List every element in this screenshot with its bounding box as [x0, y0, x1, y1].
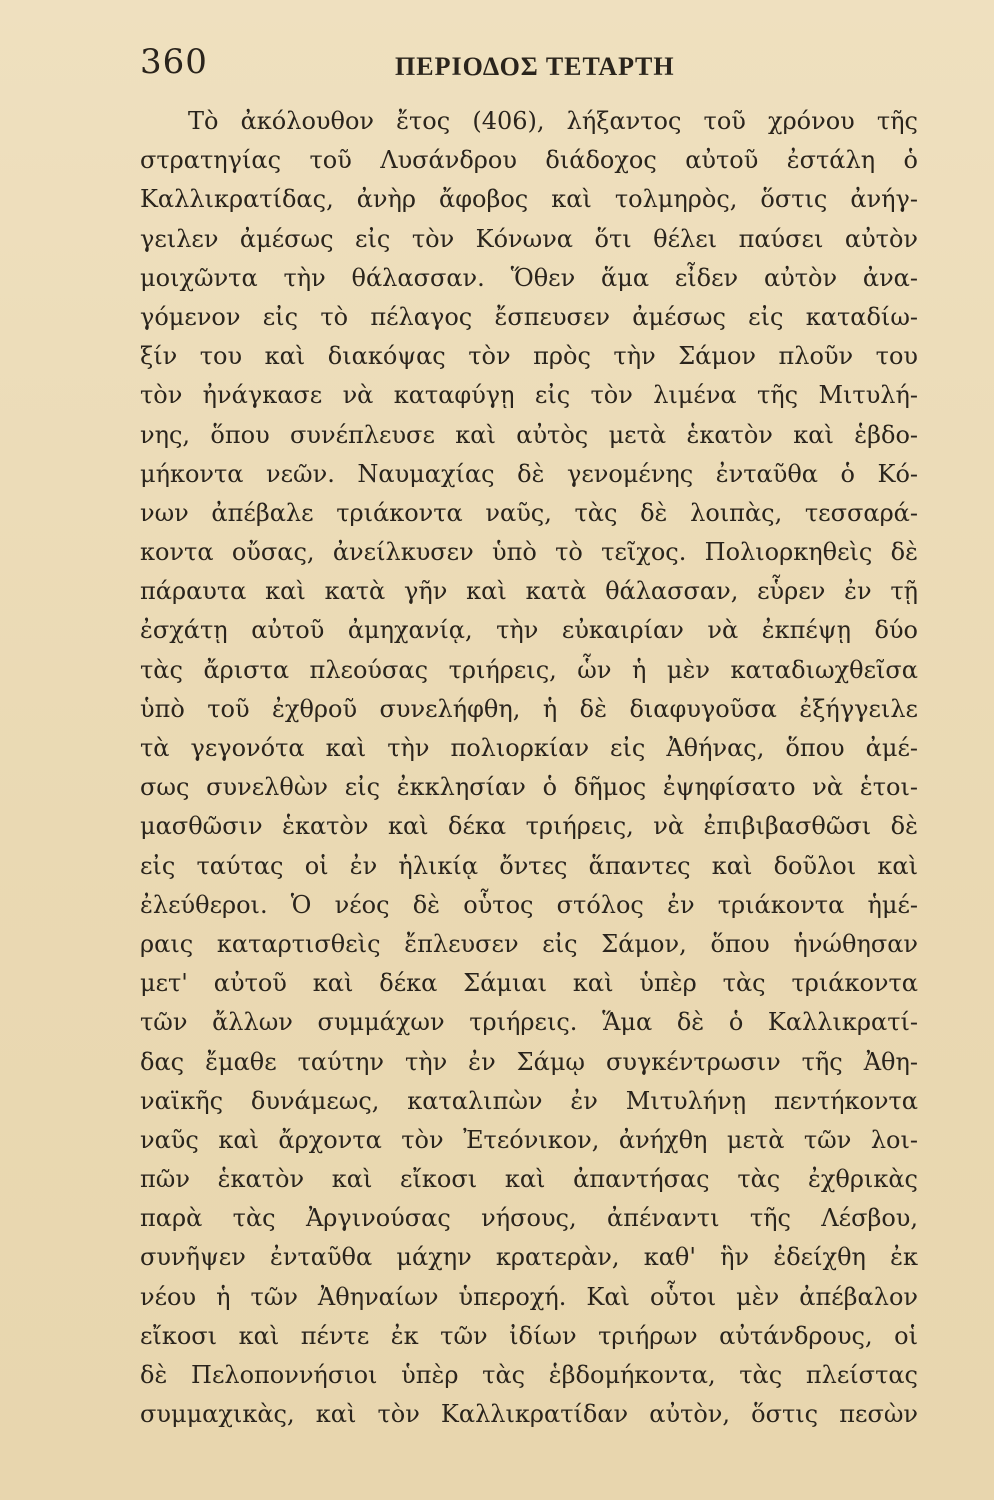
text-line: μοιχῶντα τὴν θάλασσαν. Ὅθεν ἅμα εἶδεν αὐτὸν ἀνα-: [140, 263, 918, 292]
text-line: γόμενον εἰς τὸ πέλαγος ἔσπευσεν ἀμέσως εἰς καταδίω-: [140, 302, 918, 331]
text-line: γειλεν ἀμέσως εἰς τὸν Κόνωνα ὅτι θέλει παύσει αὐτὸν: [140, 224, 918, 253]
text-line: μασθῶσιν ἑκατὸν καὶ δέκα τριήρεις, νὰ ἐπιβιβασθῶσι δὲ: [140, 812, 918, 841]
text-line: μετ' αὐτοῦ καὶ δέκα Σάμιαι καὶ ὑπὲρ τὰς τριάκοντα: [140, 969, 918, 998]
text-line: ναῦς καὶ ἄρχοντα τὸν Ἐτεόνικον, ἀνήχθη μετὰ τῶν λοι-: [140, 1125, 918, 1154]
text-line: δὲ Πελοποννήσιοι ὑπὲρ τὰς ἑβδομήκοντα, τὰς πλείστας: [140, 1361, 918, 1389]
text-line: συνῆψεν ἐνταῦθα μάχην κρατερὰν, καθ' ἣν ἐδείχθη ἐκ: [140, 1243, 918, 1272]
text-line: τὰ γεγονότα καὶ τὴν πολιορκίαν εἰς Ἀθήνας, ὅπου ἀμέ-: [140, 734, 918, 762]
text-line: ὑπὸ τοῦ ἐχθροῦ συνελήφθη, ἡ δὲ διαφυγοῦσα ἐξήγγειλε: [140, 694, 918, 723]
text-line: ἐσχάτῃ αὐτοῦ ἀμηχανίᾳ, τὴν εὐκαιρίαν νὰ ἐκπέψῃ δύο: [140, 616, 918, 645]
text-line: ξίν του καὶ διακόψας τὸν πρὸς τὴν Σάμον πλοῦν του: [140, 342, 918, 371]
text-line: νων ἀπέβαλε τριάκοντα ναῦς, τὰς δὲ λοιπὰς, τεσσαρά-: [140, 498, 918, 527]
text-line: στρατηγίας τοῦ Λυσάνδρου διάδοχος αὐτοῦ ἐστάλη ὁ: [140, 146, 918, 175]
text-line: Καλλικρατίδας, ἀνὴρ ἄφοβος καὶ τολμηρὸς, ὅστις ἀνήγ-: [140, 185, 918, 214]
text-line: νέου ἡ τῶν Ἀθηναίων ὑπεροχή. Καὶ οὗτοι μὲν ἀπέβαλον: [140, 1282, 918, 1311]
text-line: κοντα οὔσας, ἀνείλκυσεν ὑπὸ τὸ τεῖχος. Πολιορκηθεὶς δὲ: [140, 538, 918, 567]
text-line: τῶν ἄλλων συμμάχων τριήρεις. Ἅμα δὲ ὁ Καλλικρατί-: [140, 1008, 918, 1037]
page-number: 360: [140, 42, 208, 82]
text-line: νης, ὅπου συνέπλευσε καὶ αὐτὸς μετὰ ἑκατὸν καὶ ἑβδο-: [140, 420, 918, 449]
text-line: συμμαχικὰς, καὶ τὸν Καλλικρατίδαν αὐτὸν, ὅστις πεσὼν: [140, 1400, 918, 1429]
text-line: εἴκοσι καὶ πέντε ἐκ τῶν ἰδίων τριήρων αὐτάνδρους, οἱ: [140, 1321, 918, 1350]
page-header: [140, 42, 918, 92]
text-line: παρὰ τὰς Ἀργινούσας νήσους, ἀπέναντι τῆς Λέσβου,: [140, 1204, 918, 1233]
text-line: εἰς ταύτας οἱ ἐν ἡλικίᾳ ὄντες ἅπαντες καὶ δοῦλοι καὶ: [140, 851, 918, 880]
text-line: Τὸ ἀκόλουθον ἔτος (406), λήξαντος τοῦ χρόνου τῆς: [188, 107, 918, 135]
text-line: τὰς ἄριστα πλεούσας τριήρεις, ὧν ἡ μὲν καταδιωχθεῖσα: [140, 655, 918, 684]
text-line: ἐλεύθεροι. Ὁ νέος δὲ οὗτος στόλος ἐν τριάκοντα ἡμέ-: [140, 890, 918, 919]
text-line: μήκοντα νεῶν. Ναυμαχίας δὲ γενομένης ἐνταῦθα ὁ Κό-: [140, 459, 918, 488]
text-line: πάραυτα καὶ κατὰ γῆν καὶ κατὰ θάλασσαν, εὗρεν ἐν τῇ: [140, 577, 918, 606]
text-line: τὸν ἠνάγκασε νὰ καταφύγῃ εἰς τὸν λιμένα τῆς Μιτυλή-: [140, 381, 918, 410]
text-line: δας ἔμαθε ταύτην τὴν ἐν Σάμῳ συγκέντρωσιν τῆς Ἀθη-: [140, 1047, 918, 1076]
text-line: πῶν ἑκατὸν καὶ εἴκοσι καὶ ἀπαντήσας τὰς ἐχθρικὰς: [140, 1165, 918, 1194]
text-line: σως συνελθὼν εἰς ἐκκλησίαν ὁ δῆμος ἐψηφίσατο νὰ ἑτοι-: [140, 773, 918, 802]
running-head: ΠΕΡΙΟΔΟΣ ΤΕΤΑΡΤΗ: [395, 52, 675, 81]
body-text: [140, 102, 918, 1429]
text-line: ραις καταρτισθεὶς ἔπλευσεν εἰς Σάμον, ὅπου ἡνώθησαν: [140, 929, 918, 958]
text-line: ναϊκῆς δυνάμεως, καταλιπὼν ἐν Μιτυλήνῃ πεντήκοντα: [140, 1086, 918, 1115]
